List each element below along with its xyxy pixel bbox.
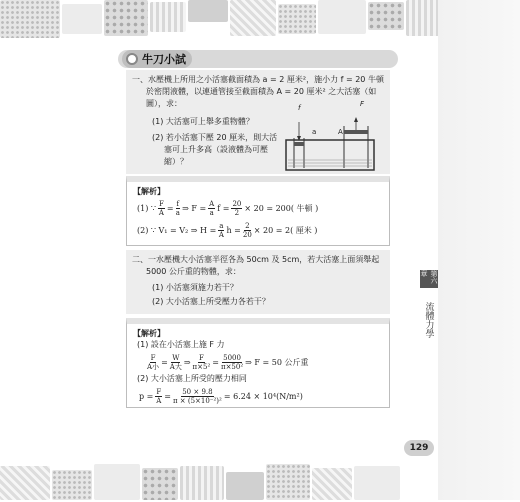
chapter-title: 流體力學 (423, 302, 434, 338)
solution-1-line-1 (133, 197, 383, 219)
question-2 (126, 250, 390, 314)
math-text: p = (139, 391, 154, 401)
numerator: 20 (232, 199, 242, 208)
solution-2-line-1: (1) 設在小活塞上施 F 力 (137, 340, 225, 349)
math-text: × 20 = 200( 牛頓 ) (244, 203, 319, 213)
denominator: A (156, 396, 162, 405)
chapter-tab: 第六章 (420, 270, 438, 288)
fraction (231, 200, 242, 217)
page-number: 129 (404, 440, 434, 456)
math-text: (2) ∵ V₁ = V₂ ⇒ H = (137, 225, 217, 235)
numerator: 2 (245, 221, 250, 230)
fraction (218, 222, 224, 239)
hydraulic-press-figure (284, 116, 384, 176)
numerator: F (158, 199, 164, 208)
question-1 (126, 70, 390, 174)
figure-label-f: f (298, 104, 301, 112)
numerator: 50 × 9.8 (182, 387, 213, 396)
bulb-icon (126, 53, 138, 65)
fraction (208, 200, 215, 217)
figure-label-A: A (338, 128, 343, 136)
numerator: f (176, 199, 180, 208)
math-text: = 6.24 × 10⁴(N/m²) (223, 391, 303, 401)
question-2-part-1: (1) 小活塞須施力若干？ (152, 283, 238, 292)
denominator: π × (5×10⁻²)² (172, 396, 222, 405)
denominator: π×5² (192, 362, 211, 371)
fraction (158, 200, 165, 217)
math-text: = (166, 203, 174, 213)
denominator: A (158, 208, 164, 217)
numerator: W (172, 353, 180, 362)
question-1-part-2: (2) 若小活塞下壓 20 厘米，則大活塞可上升多高（設液體為可壓縮）？ (152, 133, 278, 166)
question-1-part-1: (1) 大活塞可上舉多重物體？ (152, 117, 254, 126)
math-text: ⇒ F = (182, 203, 207, 213)
denominator: A小 (147, 362, 160, 371)
fraction (176, 200, 181, 217)
solution-2 (126, 318, 390, 408)
fraction (221, 354, 243, 371)
numerator: F (150, 353, 156, 362)
numerator: a (219, 221, 224, 230)
right-margin-band (438, 0, 520, 500)
figure-label-a: a (312, 128, 317, 136)
numerator: F (156, 387, 162, 396)
question-2-stem: 二、一水壓機大小活塞半徑各為 50cm 及 5cm，若大活塞上面須舉起 5000 公斤重的物體，求： (132, 255, 380, 276)
math-text: ⇒ (183, 357, 191, 367)
fraction (173, 388, 222, 405)
numerator: 5000 (223, 353, 241, 362)
solution-1 (126, 176, 390, 246)
solution-1-label: 【解析】 (133, 187, 165, 196)
fraction (170, 354, 182, 371)
solution-1-line-2 (133, 219, 383, 241)
denominator: π×50² (220, 362, 244, 371)
math-text: h = (226, 225, 241, 235)
bottom-decoration (0, 462, 520, 502)
math-text: f = (217, 203, 230, 213)
math-text: = (164, 391, 171, 401)
section-title: 牛刀小試 (142, 53, 186, 66)
solution-2-label: 【解析】 (133, 329, 165, 338)
denominator: A大 (169, 362, 182, 371)
numerator: A (209, 199, 215, 208)
figure-label-F: F (360, 100, 365, 108)
math-text: = (161, 357, 168, 367)
solution-2-math-2 (133, 385, 383, 407)
fraction (243, 222, 252, 239)
fraction (193, 354, 211, 371)
denominator: A (218, 230, 224, 239)
math-text: (1) ∵ (137, 203, 156, 213)
math-text: ⇒ F = 50 公斤重 (245, 357, 309, 367)
numerator: F (198, 353, 204, 362)
question-1-stem: 一、水壓機上所用之小活塞截面積為 a = 2 厘米²，施小力 f = 20 牛頓於密閉液體，以連通管接至截面積為 A = 20 厘米² 之大活塞（如圖），求： (132, 75, 384, 108)
section-badge (122, 50, 192, 68)
denominator: 20 (242, 230, 252, 239)
solution-2-math-1 (133, 351, 383, 373)
solution-2-line-2: (2) 大小活塞上所受的壓力相同 (137, 374, 247, 383)
denominator: a (209, 208, 214, 217)
fraction (155, 388, 162, 405)
math-text: × 20 = 2( 厘米 ) (253, 225, 318, 235)
denominator: 2 (234, 208, 240, 217)
question-2-part-2: (2) 大小活塞上所受壓力各若干？ (152, 297, 270, 306)
fraction (147, 354, 159, 371)
math-text: = (212, 357, 219, 367)
denominator: a (175, 208, 180, 217)
